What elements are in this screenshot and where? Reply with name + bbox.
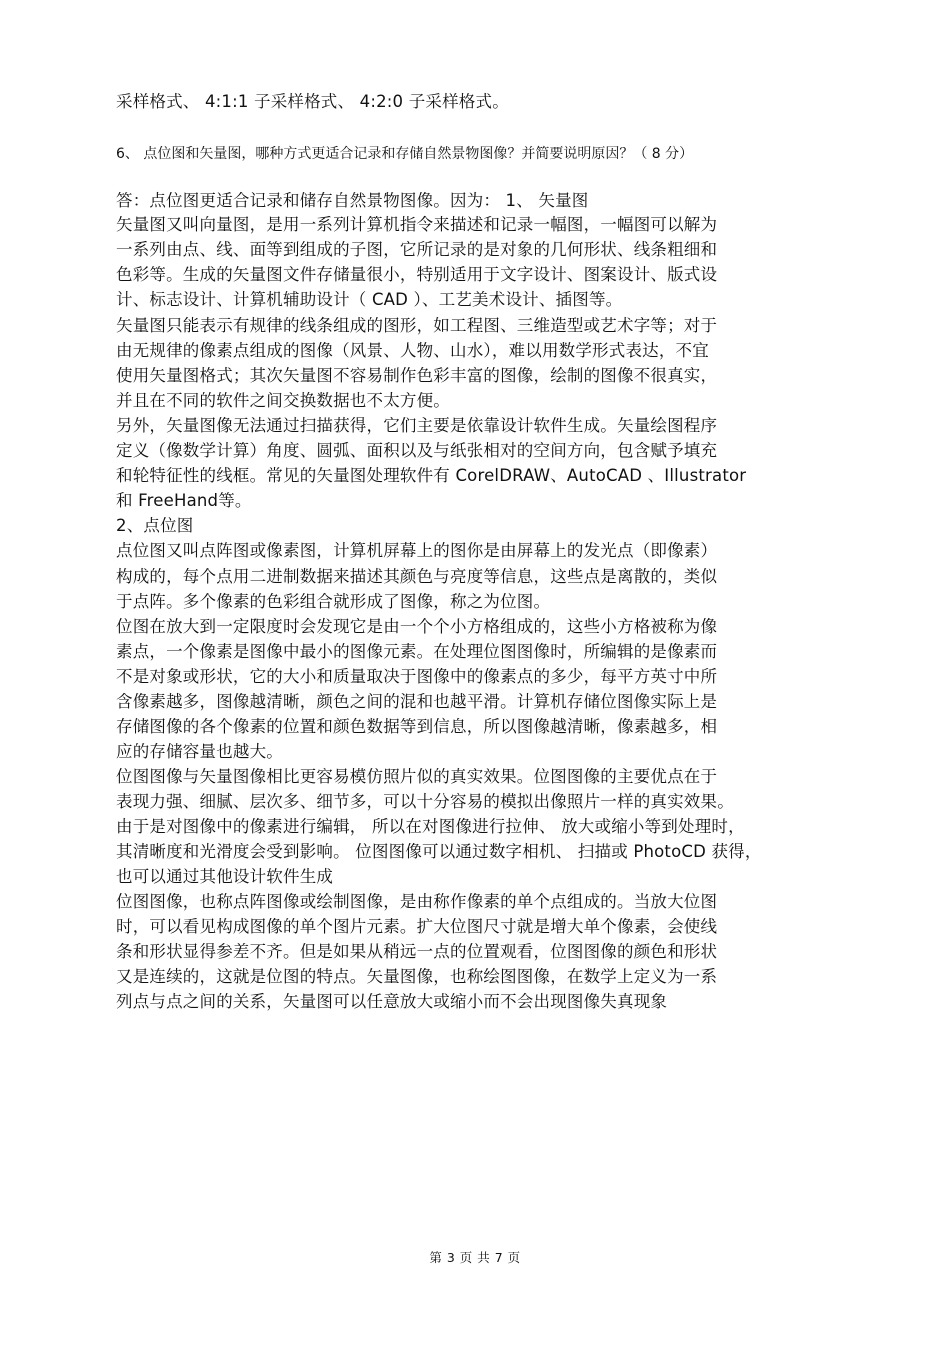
text-line: 构成的，每个点用二进制数据来描述其颜色与亮度等信息，这些点是离散的，类似	[116, 567, 718, 586]
text-line: 含像素越多，图像越清晰，颜色之间的混和也越平滑。计算机存储位图像实际上是	[116, 692, 718, 711]
section-heading: 2、点位图	[116, 516, 194, 535]
text-line: 存储图像的各个像素的位置和颜色数据等到信息，所以图像越清晰，像素越多，相	[116, 717, 718, 736]
text-line: 和 FreeHand等。	[116, 491, 252, 510]
text-line: 另外，矢量图像无法通过扫描获得，它们主要是依靠设计软件生成。矢量绘图程序	[116, 416, 718, 435]
text-line: 并且在不同的软件之间交换数据也不太方便。	[116, 391, 450, 410]
text-line: 由于是对图像中的像素进行编辑， 所以在对图像进行拉伸、 放大或缩小等到处理时，	[116, 817, 745, 836]
text-line: 于点阵。多个像素的色彩组合就形成了图像，称之为位图。	[116, 592, 551, 611]
text-line: 定义（像数学计算）角度、圆弧、面积以及与纸张相对的空间方向，包含赋予填充	[116, 441, 718, 460]
text-line: 条和形状显得参差不齐。但是如果从稍远一点的位置观看，位图图像的颜色和形状	[116, 942, 718, 961]
text-line: 和轮特征性的线框。常见的矢量图处理软件有 CorelDRAW、AutoCAD 、Illustrator	[116, 466, 747, 485]
text-line: 采样格式、 4:1:1 子采样格式、 4:2:0 子采样格式。	[116, 92, 509, 111]
text-line: 由无规律的像素点组成的图像（风景、人物、山水），难以用数学形式表达，不宜	[116, 341, 709, 360]
text-line: 位图图像，也称点阵图像或绘制图像，是由称作像素的单个点组成的。当放大位图	[116, 892, 718, 911]
text-line: 表现力强、细腻、层次多、细节多，可以十分容易的模拟出像照片一样的真实效果。	[116, 792, 734, 811]
page-footer: 第 3 页 共 7 页	[429, 1250, 521, 1265]
text-line: 使用矢量图格式；其次矢量图不容易制作色彩丰富的图像，绘制的图像不很真实，	[116, 366, 718, 385]
text-line: 也可以通过其他设计软件生成	[116, 867, 334, 886]
text-line: 矢量图又叫向量图，是用一系列计算机指令来描述和记录一幅图，一幅图可以解为	[116, 215, 718, 234]
text-line: 色彩等。生成的矢量图文件存储量很小，特别适用于文字设计、图案设计、版式设	[116, 265, 718, 284]
text-line: 点位图又叫点阵图或像素图，计算机屏幕上的图你是由屏幕上的发光点（即像素）	[116, 541, 718, 560]
text-line: 位图图像与矢量图像相比更容易模仿照片似的真实效果。位图图像的主要优点在于	[116, 767, 718, 786]
question-line: 6、 点位图和矢量图，哪种方式更适合记录和存储自然景物图像？并简要说明原因？（ 8 分）	[116, 146, 694, 162]
text-line: 列点与点之间的关系，矢量图可以任意放大或缩小而不会出现图像失真现象	[116, 992, 668, 1011]
text-line: 矢量图只能表示有规律的线条组成的图形，如工程图、三维造型或艺术字等；对于	[116, 316, 718, 335]
text-line: 计、标志设计、计算机辅助设计（ CAD ）、工艺美术设计、插图等。	[116, 290, 623, 309]
text-line: 位图在放大到一定限度时会发现它是由一个个小方格组成的，这些小方格被称为像	[116, 617, 718, 636]
text-line: 一系列由点、线、面等到组成的子图，它所记录的是对象的几何形状、线条粗细和	[116, 240, 718, 259]
text-line: 素点，一个像素是图像中最小的图像元素。在处理位图图像时，所编辑的是像素而	[116, 642, 718, 661]
text-line: 时，可以看见构成图像的单个图片元素。扩大位图尺寸就是增大单个像素，会使线	[116, 917, 718, 936]
answer-line: 答：点位图更适合记录和储存自然景物图像。因为： 1、 矢量图	[116, 191, 589, 210]
text-line: 又是连续的，这就是位图的特点。矢量图像，也称绘图图像，在数学上定义为一系	[116, 967, 718, 986]
text-line: 其清晰度和光滑度会受到影响。 位图图像可以通过数字相机、 扫描或 PhotoCD 获得，	[116, 842, 762, 861]
text-line: 不是对象或形状，它的大小和质量取决于图像中的像素点的多少，每平方英寸中所	[116, 667, 718, 686]
text-line: 应的存储容量也越大。	[116, 742, 283, 761]
